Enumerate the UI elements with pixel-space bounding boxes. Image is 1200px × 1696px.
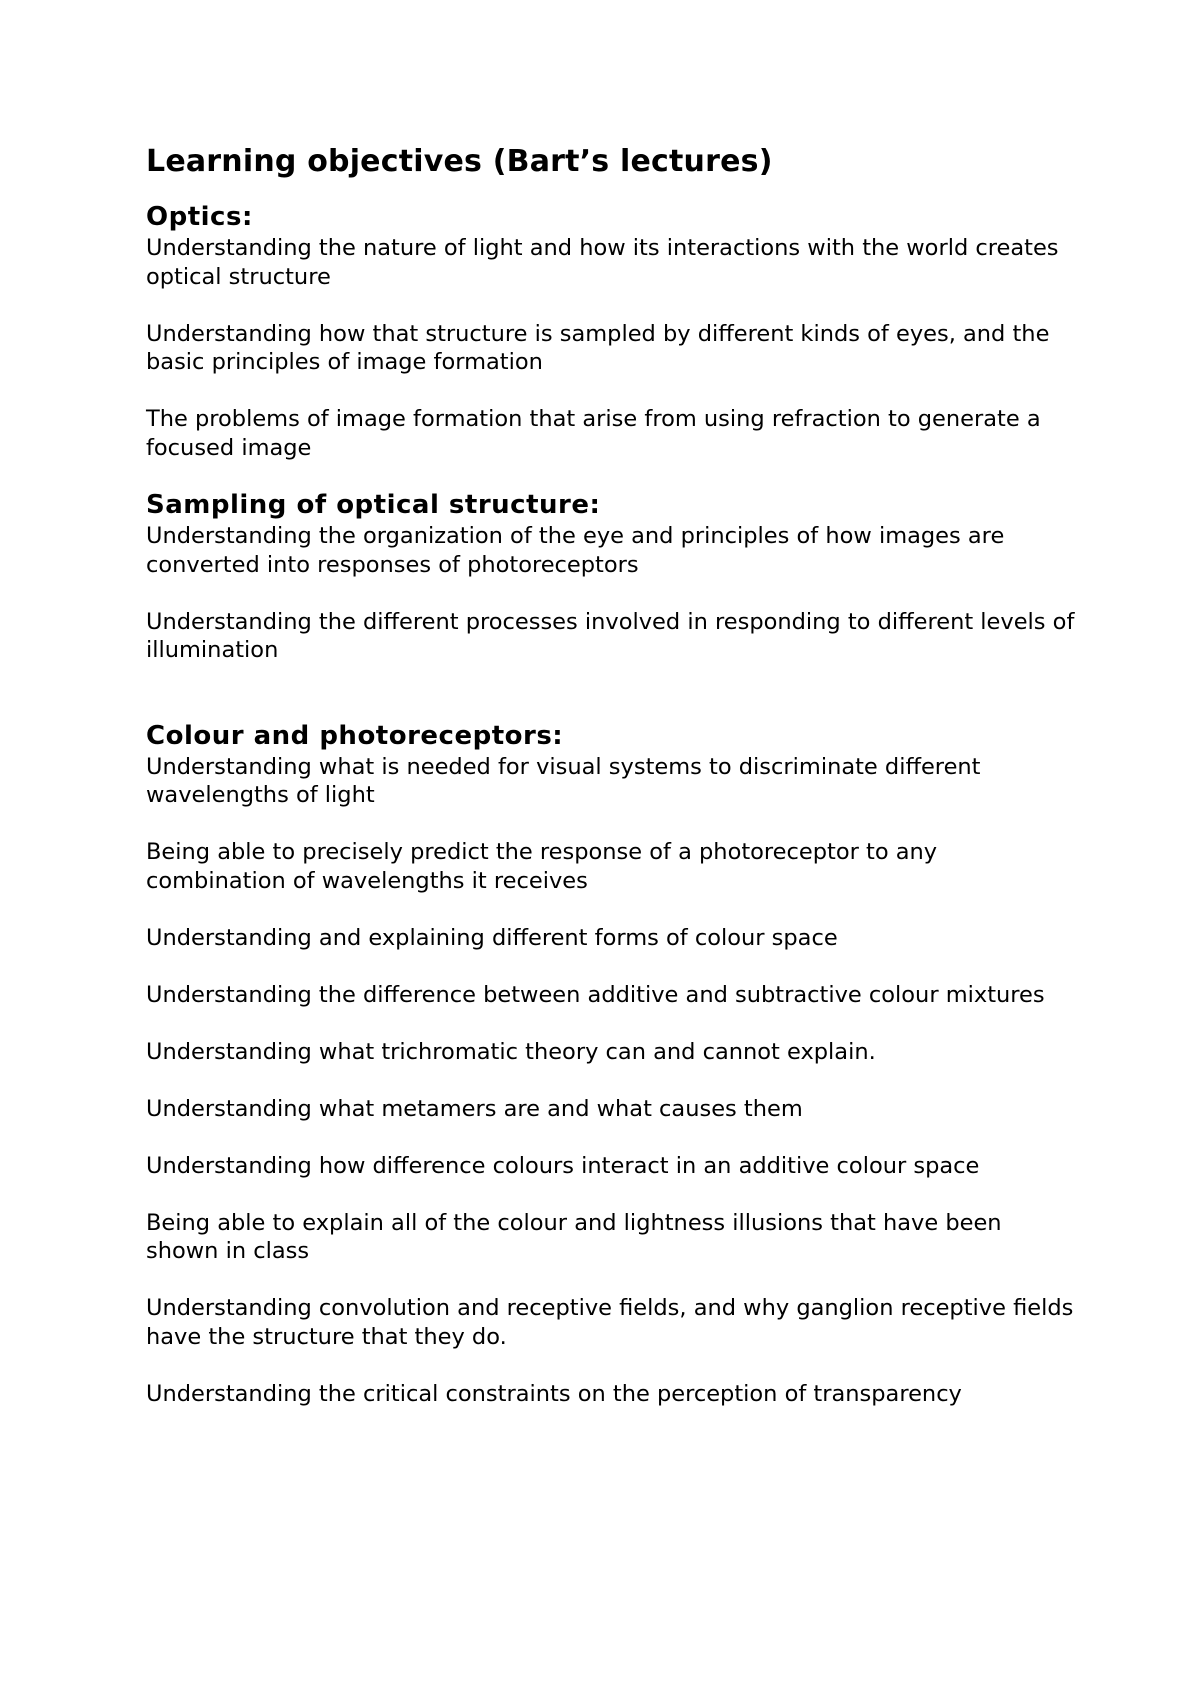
objective-item: Understanding the organization of the eye and principles of how images are converted into responses of photoreceptors <box>146 523 1005 578</box>
section-heading: Sampling of optical structure: <box>146 490 601 520</box>
objective-item: Being able to precisely predict the response of a photoreceptor to any combination of wavelengths it receives <box>146 839 938 894</box>
objective-item: Understanding the critical constraints on the perception of transparency <box>146 1380 962 1407</box>
section-heading: Colour and photoreceptors: <box>146 720 564 751</box>
section-sampling-of-optical-structure <box>146 488 1076 665</box>
objective-item: Understanding the nature of light and how its interactions with the world creates optical structure <box>146 235 1059 290</box>
objective-item: Understanding the different processes involved in responding to different levels of illumination <box>146 608 1075 663</box>
document-body <box>146 142 1076 1408</box>
document-title: Learning objectives (Bart’s lectures) <box>146 144 773 179</box>
objective-item: Understanding how difference colours interact in an additive colour space <box>146 1152 980 1179</box>
objective-item: Understanding what trichromatic theory can and cannot explain. <box>146 1038 876 1065</box>
section-colour-and-photoreceptors <box>146 719 1076 1409</box>
objective-item: Understanding how that structure is sampled by different kinds of eyes, and the basic principles of image formation <box>146 320 1050 375</box>
objective-item: The problems of image formation that arise from using refraction to generate a focused image <box>146 406 1041 461</box>
section-optics <box>146 200 1076 462</box>
objective-item: Understanding what metamers are and what causes them <box>146 1095 803 1122</box>
objective-item: Understanding and explaining different forms of colour space <box>146 924 838 951</box>
section-heading: Optics: <box>146 202 253 232</box>
objective-item: Understanding the difference between additive and subtractive colour mixtures <box>146 981 1045 1008</box>
objective-item: Being able to explain all of the colour and lightness illusions that have been shown in class <box>146 1209 1002 1264</box>
objective-item: Understanding convolution and receptive fields, and why ganglion receptive fields have the structure that they do. <box>146 1295 1074 1350</box>
objective-item: Understanding what is needed for visual systems to discriminate different wavelengths of light <box>146 753 981 808</box>
